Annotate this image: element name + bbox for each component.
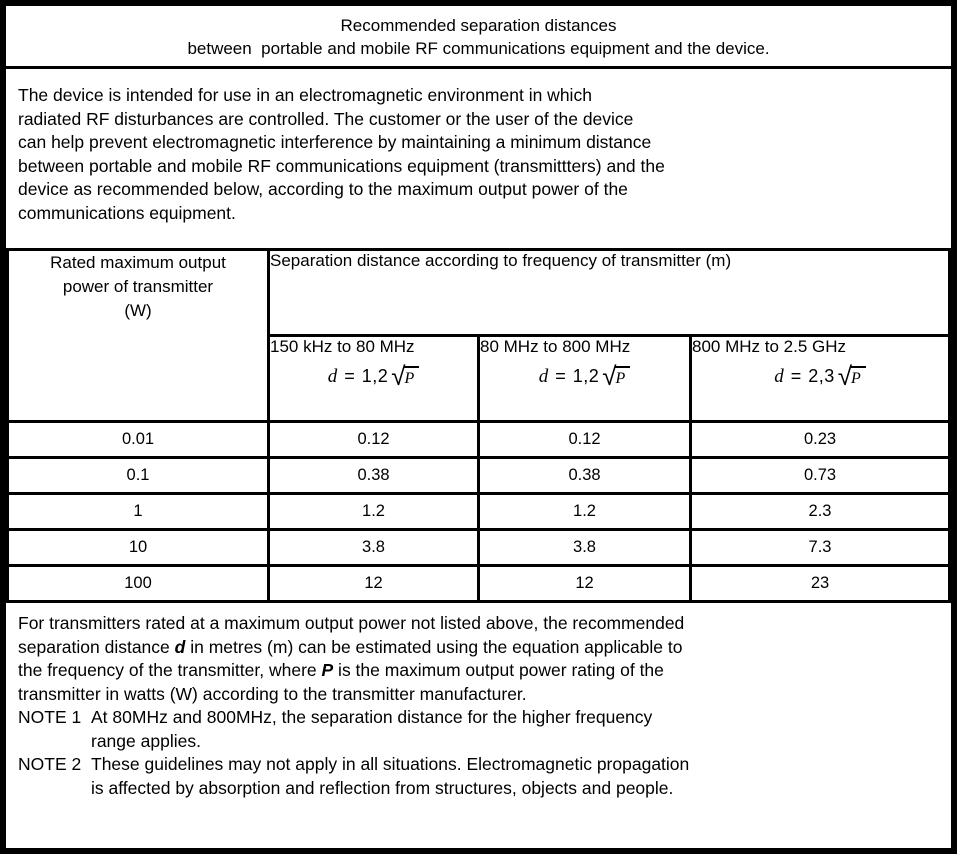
- freq-band-1-header: [269, 336, 479, 422]
- distance-value-cell: 3.8: [479, 530, 691, 566]
- note-2-text: [91, 753, 937, 800]
- distance-value-cell: 3.8: [269, 530, 479, 566]
- intro-line: The device is intended for use in an electromagnetic environment in which: [18, 85, 592, 105]
- note-2-label: NOTE 2: [18, 754, 82, 774]
- formula-variable: d: [327, 366, 338, 387]
- variable-p-emphasis: P: [321, 660, 334, 680]
- note-1: [18, 706, 937, 753]
- power-header-line: (W): [124, 301, 152, 320]
- formula-radicand: P: [850, 366, 866, 389]
- distance-value-cell: 0.23: [691, 422, 950, 458]
- formula-coefficient: 2,3: [808, 366, 835, 386]
- freq-band-2-formula: [480, 362, 689, 392]
- formula-variable: d: [538, 366, 549, 387]
- distance-value-cell: 0.73: [691, 458, 950, 494]
- note-2: [18, 753, 937, 800]
- formula-equals: =: [344, 366, 355, 386]
- freq-band-3-header: [691, 336, 950, 422]
- distance-value-cell: 12: [479, 566, 691, 602]
- table-row: [8, 494, 950, 530]
- formula-equals: =: [790, 366, 802, 386]
- table-row: [8, 422, 950, 458]
- freq-band-3-range: 800 MHz to 2.5 GHz: [692, 337, 847, 356]
- intro-line: communications equipment.: [18, 202, 236, 223]
- footer-paragraph-text: separation distance: [18, 636, 175, 657]
- distance-value-cell: 7.3: [691, 530, 950, 566]
- distance-value-cell: 1.2: [479, 494, 691, 530]
- formula-radicand: P: [404, 366, 420, 389]
- distance-value-cell: 0.12: [479, 422, 691, 458]
- intro-line: radiated RF disturbances are controlled. The customer or the user of the device: [18, 108, 634, 129]
- freq-band-3-formula: [692, 362, 948, 392]
- power-value-cell: 0.1: [8, 458, 269, 494]
- table-row: [8, 566, 950, 602]
- sqrt-radical-icon: √: [391, 362, 406, 392]
- power-value-cell: 10: [8, 530, 269, 566]
- note-1-line: range applies.: [91, 730, 201, 751]
- variable-d-emphasis: d: [174, 636, 186, 657]
- note-1-label: NOTE 1: [18, 707, 82, 727]
- document-title-line2: between portable and mobile RF communications equipment and the device.: [187, 39, 770, 58]
- footer-paragraph-text: For transmitters rated at a maximum output power not listed above, the recommended: [18, 613, 685, 633]
- note-1-text: [91, 706, 937, 753]
- footer-paragraph-text: the frequency of the transmitter, where: [18, 660, 322, 680]
- power-value-cell: 100: [8, 566, 269, 602]
- table-row: [8, 530, 950, 566]
- title-section: [6, 6, 951, 69]
- power-column-header: [8, 250, 269, 422]
- separation-distance-table: [6, 248, 951, 603]
- separation-distance-span-header: Separation distance according to frequency of transmitter (m): [269, 250, 950, 336]
- sqrt-radical-icon: √: [837, 362, 853, 392]
- distance-value-cell: 1.2: [269, 494, 479, 530]
- power-header-line: Rated maximum output: [50, 253, 226, 272]
- power-header-line: power of transmitter: [62, 277, 214, 296]
- note-2-line: is affected by absorption and reflection from structures, objects and people.: [91, 777, 674, 798]
- distance-value-cell: 2.3: [691, 494, 950, 530]
- distance-value-cell: 0.38: [479, 458, 691, 494]
- freq-band-1-range: 150 kHz to 80 MHz: [270, 337, 415, 356]
- note-2-line: These guidelines may not apply in all situations. Electromagnetic propagation: [91, 754, 690, 774]
- intro-line: device as recommended below, according to the maximum output power of the: [18, 179, 628, 199]
- power-value-cell: 0.01: [8, 422, 269, 458]
- footer-paragraph-text: transmitter in watts (W) according to the transmitter manufacturer.: [18, 683, 527, 704]
- formula-equals: =: [555, 366, 566, 386]
- document-title-line1: Recommended separation distances: [340, 16, 617, 35]
- distance-value-cell: 23: [691, 566, 950, 602]
- table-row: [8, 458, 950, 494]
- formula-coefficient: 1,2: [361, 366, 389, 386]
- table-header-row-1: [8, 250, 950, 336]
- note-1-line: At 80MHz and 800MHz, the separation distance for the higher frequency: [91, 707, 653, 727]
- square-root-expression: [391, 362, 419, 392]
- intro-line: can help prevent electromagnetic interference by maintaining a minimum distance: [18, 132, 652, 152]
- footer-paragraph-text: in metres (m) can be estimated using the equation applicable to: [185, 636, 683, 657]
- intro-paragraph: [6, 69, 951, 248]
- formula-variable: d: [774, 366, 784, 387]
- footer-paragraph: [18, 612, 937, 706]
- square-root-expression: [837, 362, 866, 392]
- formula-radicand: P: [615, 366, 631, 389]
- footer-paragraph-text: is the maximum output power rating of the: [333, 660, 664, 680]
- distance-value-cell: 0.38: [269, 458, 479, 494]
- freq-band-1-formula: [270, 362, 477, 392]
- power-value-cell: 1: [8, 494, 269, 530]
- sqrt-radical-icon: √: [602, 362, 617, 392]
- freq-band-2-header: [479, 336, 691, 422]
- freq-band-2-range: 80 MHz to 800 MHz: [480, 337, 631, 356]
- square-root-expression: [602, 362, 630, 392]
- distance-value-cell: 0.12: [269, 422, 479, 458]
- intro-line: between portable and mobile RF communications equipment (transmittters) and the: [18, 155, 665, 176]
- footer-section: [6, 603, 951, 800]
- distance-value-cell: 12: [269, 566, 479, 602]
- formula-coefficient: 1,2: [572, 366, 600, 386]
